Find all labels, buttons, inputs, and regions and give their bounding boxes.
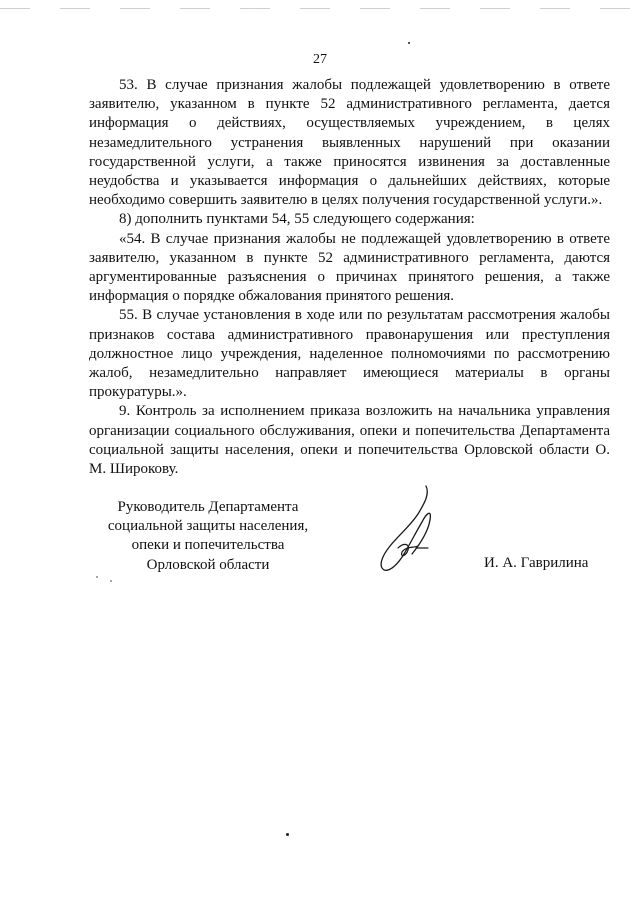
- signatory-position-line: социальной защиты населения,: [107, 518, 309, 535]
- scan-speck: [408, 42, 410, 44]
- paragraph-amendment-8: 8) дополнить пунктами 54, 55 следующего содержания:: [119, 211, 475, 228]
- handwritten-signature: [360, 484, 450, 584]
- paragraph-53: 53. В случае признания жалобы подлежащей удовлетворению в ответе заявителю, указанном в пункте 52 административного регламента, дается информация о действиях, осуществляемых учреждением, в целях незамедлительного устранения выявленных нарушений при оказании государственной услуги, а также приносятся извинения за доставленные неудобства и указывается информация о дальнейших действиях, которые необходимо совершить заявителю в целях получения государственной услуги.».: [89, 77, 610, 209]
- scan-speck: [286, 833, 289, 836]
- signature-block: [0, 498, 640, 588]
- signatory-position-line: Орловской области: [146, 556, 270, 573]
- signatory-position: [98, 498, 318, 575]
- signatory-position-line: опеки и попечительства: [131, 537, 285, 554]
- scan-speck: [96, 576, 98, 578]
- signatory-position-line: Руководитель Департамента: [117, 499, 299, 515]
- paragraph-54: «54. В случае признания жалобы не подлежащей удовлетворению в ответе заявителю, указанном в пункте 52 административного регламента, даются аргументированные разъяснения о причинах принятого решения, а также информация о порядке обжалования принятого решения.: [89, 230, 610, 305]
- signatory-name: И. А. Гаврилина: [484, 555, 589, 571]
- document-body: [89, 76, 610, 479]
- scan-artifact-top-line: [0, 8, 640, 9]
- paragraph-9: 9. Контроль за исполнением приказа возложить на начальника управления организации социального обслуживания, опеки и попечительства Департамента социальной защиты населения, опеки и попечительства Орловской области О. М. Широкову.: [89, 403, 610, 478]
- scan-speck: [110, 580, 112, 582]
- paragraph-55: 55. В случае установления в ходе или по результатам рассмотрения жалобы признаков состава административного правонарушения или преступления должностное лицо учреждения, наделенное полномочиями по рассмотрению жалоб, незамедлительно направляет имеющиеся материалы в органы прокуратуры.».: [89, 307, 610, 401]
- page-number: 27: [313, 52, 327, 67]
